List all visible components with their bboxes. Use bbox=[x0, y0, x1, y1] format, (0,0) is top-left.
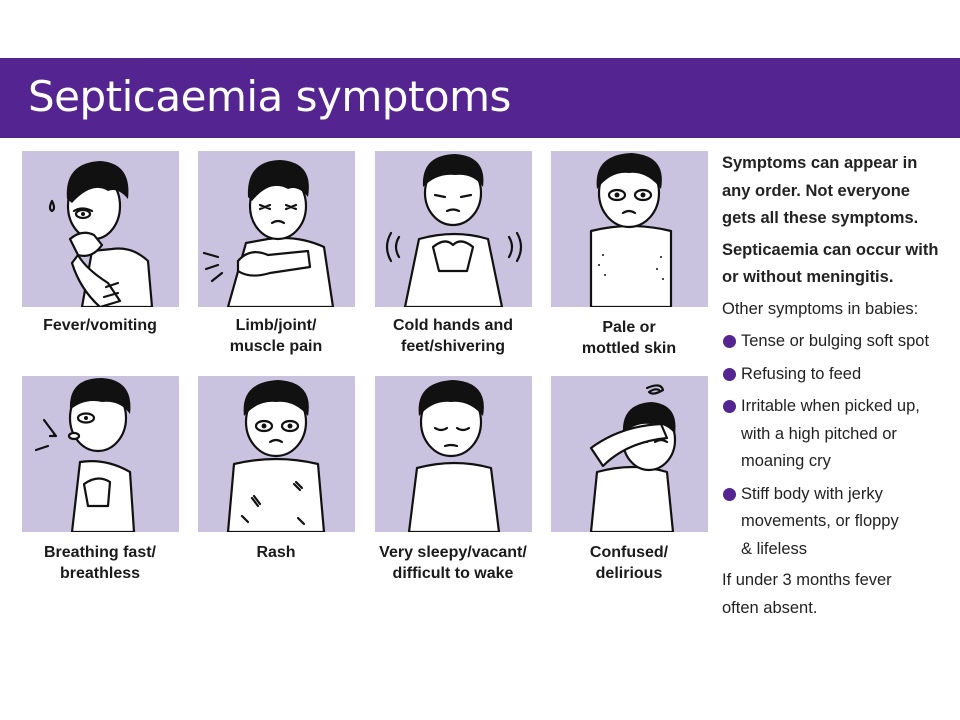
info-panel bbox=[722, 150, 954, 622]
title-banner bbox=[0, 58, 960, 138]
confused-illustration bbox=[551, 376, 708, 532]
limb-pain-card bbox=[198, 151, 355, 307]
list-item: Tense or bulging soft spot bbox=[722, 328, 954, 356]
septicaemia-meningitis-text: Septicaemia can occur with or without meningitis. bbox=[722, 240, 939, 286]
symptom-caption-4: Pale or mottled skin bbox=[581, 319, 677, 357]
babies-heading: Other symptoms in babies: bbox=[722, 299, 919, 318]
intro-text: Symptoms can appear in any order. Not everyone gets all these symptoms. bbox=[722, 154, 919, 227]
bullet-icon bbox=[723, 400, 736, 413]
limb-pain-illustration bbox=[198, 151, 355, 307]
sleepy-card bbox=[375, 376, 532, 532]
symptom-caption-1: Fever/vomiting bbox=[43, 317, 157, 334]
list-item: Refusing to feed bbox=[722, 361, 954, 389]
fever-vomiting-card bbox=[22, 151, 179, 307]
page-title: Septicaemia symptoms bbox=[28, 72, 511, 121]
breathless-card bbox=[22, 376, 179, 532]
fever-vomiting-illustration bbox=[22, 151, 179, 307]
bullet-icon bbox=[723, 488, 736, 501]
list-item: Stiff body with jerky movements, or floppy & lifeless bbox=[722, 481, 954, 564]
rash-card bbox=[198, 376, 355, 532]
pale-skin-card bbox=[551, 151, 708, 307]
rash-illustration bbox=[198, 376, 355, 532]
pale-skin-illustration bbox=[551, 151, 708, 307]
sleepy-illustration bbox=[375, 376, 532, 532]
symptom-caption-3: Cold hands and feet/shivering bbox=[393, 317, 513, 355]
bullet-icon bbox=[723, 368, 736, 381]
symptom-caption-2: Limb/joint/ muscle pain bbox=[229, 317, 323, 355]
confused-card bbox=[551, 376, 708, 532]
list-item: Irritable when picked up, with a high pitched or moaning cry bbox=[722, 393, 954, 476]
symptom-caption-7: Very sleepy/vacant/ difficult to wake bbox=[379, 544, 527, 582]
breathless-illustration bbox=[22, 376, 179, 532]
symptom-caption-8: Confused/ delirious bbox=[589, 544, 669, 582]
babies-symptom-list bbox=[722, 328, 954, 563]
infant-fever-note: If under 3 months fever often absent. bbox=[722, 571, 892, 617]
symptom-caption-5: Breathing fast/ breathless bbox=[43, 544, 156, 582]
bullet-icon bbox=[723, 335, 736, 348]
shivering-card bbox=[375, 151, 532, 307]
shivering-illustration bbox=[375, 151, 532, 307]
symptom-caption-6: Rash bbox=[256, 544, 296, 561]
